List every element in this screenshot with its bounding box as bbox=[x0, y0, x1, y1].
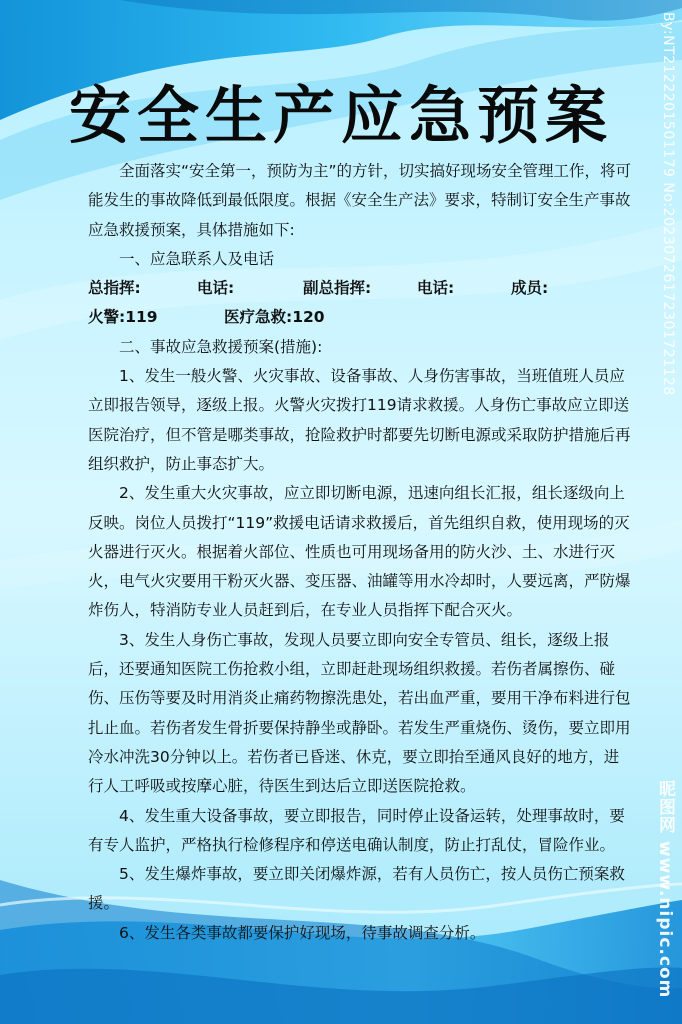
page-title: 安全生产应急预案 bbox=[68, 79, 613, 152]
intro-paragraph: 全面落实“安全第一，预防为主”的方针，切实搞好现场安全管理工作，将可能发生的事故降低到最低限度。根据《安全生产法》要求，特制订安全生产事故应急救援预案，具体措施如下: bbox=[88, 162, 632, 239]
phone1-label: 电话: bbox=[197, 279, 235, 298]
medical-number: 医疗急救:120 bbox=[224, 308, 325, 327]
phone2-label: 电话: bbox=[417, 279, 455, 298]
document-body bbox=[88, 157, 633, 948]
measure-item: 1、发生一般火警、火灾事故、设备事故、人身伤害事故，当班值班人员应立即报告领导，逐级上报。火警火灾拨打119请求救援。人身伤亡事故应立即送医院治疗，但不管是哪类事故，抢险救护时都要先切断电源或采取防护措施后再组织救护，防止事态扩大。 bbox=[88, 367, 631, 473]
measure-item: 3、发生人身伤亡事故，发现人员要立即向安全专管员、组长，逐级上报后，还要通知医院工伤抢救小组，立即赶赴现场组织救援。若伤者属擦伤、碰伤、压伤等要及时用消炎止痛药物擦洗患处，若出血严重，要用干净布料进行包扎止血。若伤者发生骨折要保持静坐或静卧。若发生严重烧伤、烫伤，要立即用冷水冲洗30分钟以上。若伤者已昏迷、休克，要立即抬至通风良好的地方，进行人工呼吸或按摩心脏，待医生到达后立即送医院抢救。 bbox=[88, 630, 631, 796]
fire-number: 火警:119 bbox=[88, 308, 158, 327]
contacts-row bbox=[88, 274, 633, 303]
measure-item: 2、发生重大火灾事故，应立即切断电源，迅速向组长汇报，组长逐级向上反映。岗位人员拨打“119”救援电话请求救援后，首先组织自救，使用现场的灭火器进行灭火。根据着火部位、性质也可用现场备用的防火沙、土、水进行灭火，电气火灾要用干粉灭火器、变压器、油罐等用水冷却时，人要远离，严防爆炸伤人，特消防专业人员赶到后，在专业人员指挥下配合灭火。 bbox=[88, 484, 631, 620]
measure-item: 5、发生爆炸事故，要立即关闭爆炸源，若有人员伤亡，按人员伤亡预案救援。 bbox=[88, 865, 625, 913]
section2-heading: 二、事故应急救援预案(措施): bbox=[119, 337, 323, 356]
site-watermark: 昵图网 www.nipic.com bbox=[655, 780, 675, 999]
deputy-label: 副总指挥: bbox=[303, 279, 372, 298]
members-label: 成员: bbox=[511, 279, 549, 298]
section1-heading: 一、应急联系人及电话 bbox=[119, 249, 275, 268]
id-watermark: By:NT2122201501179 No:20230726172301721128 bbox=[660, 12, 676, 396]
emergency-row bbox=[88, 303, 633, 332]
chief-label: 总指挥: bbox=[88, 279, 141, 298]
measure-item: 6、发生各类事故都要保护好现场，待事故调查分析。 bbox=[119, 923, 486, 942]
measure-item: 4、发生重大设备事故，要立即报告，同时停止设备运转，处理事故时，要有专人监护，严格执行检修程序和停送电确认制度，防止打乱仗，冒险作业。 bbox=[88, 806, 625, 854]
